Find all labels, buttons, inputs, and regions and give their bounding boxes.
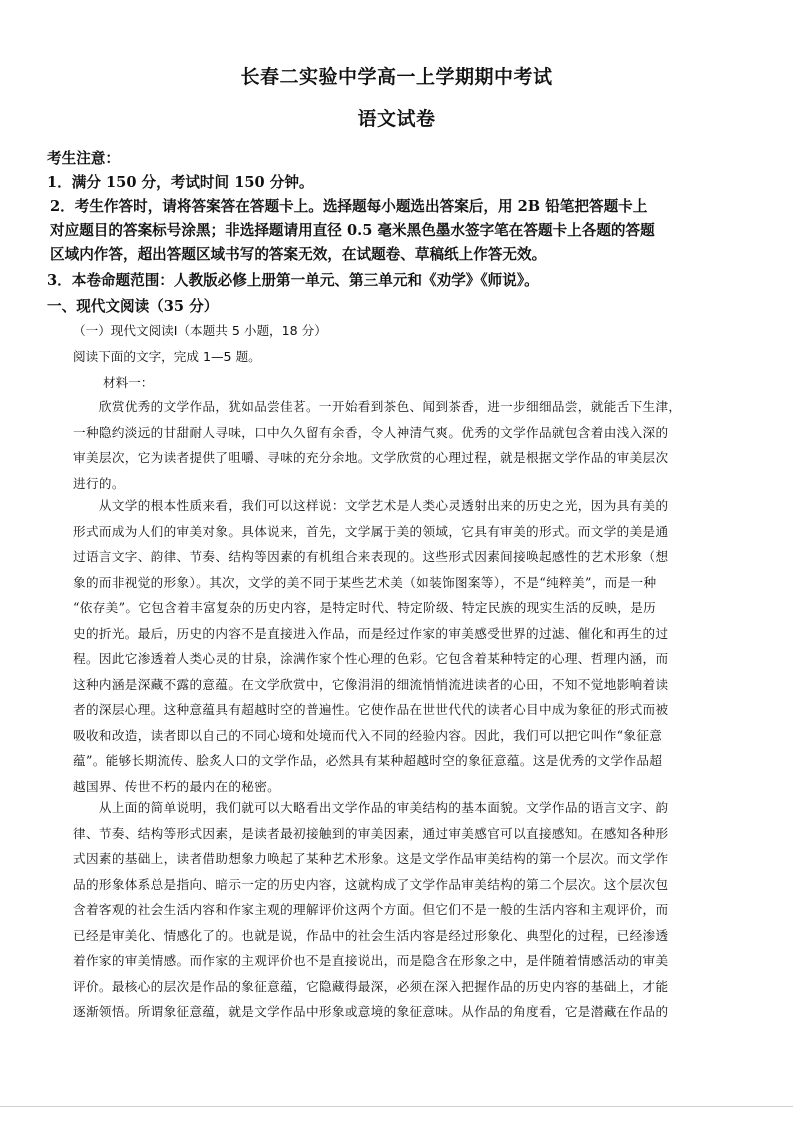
passage-line: 越国界、传世不朽的最内在的秘密。 bbox=[73, 778, 281, 794]
passage-line: 已经是审美化、情感化了的。也就是说，作品中的社会生活内容是经过形象化、典型化的过程，已经渗透 bbox=[73, 927, 669, 943]
notice-item-2-line: 区域内作答，超出答题区域书写的答案无效，在试题卷、草稿纸上作答无效。 bbox=[50, 246, 547, 263]
passage-line: 含着客观的社会生活内容和作家主观的理解评价这两个方面。但它们不是一般的生活内容和主观评价，而 bbox=[73, 902, 669, 917]
passage-line: 蕴”。能够长期流传、脍炙人口的文学作品，必然具有某种超越时空的象征意蕴。这是优秀的文学作品超 bbox=[73, 753, 663, 768]
passage-line: 着作家的审美情感。而作家的主观评价也不是直接说出，而是隐含在形象之中，是伴随着情感活动的审美 bbox=[73, 953, 669, 968]
passage-line: 吸收和改造，读者即以自己的不同心境和处境而代入不同的经验内容。因此，我们可以把它叫作“象征意 bbox=[73, 727, 663, 743]
exam-subtitle: 语文试卷 bbox=[357, 108, 436, 130]
passage-paragraph-1 bbox=[73, 394, 723, 496]
passage-line: 者的深层心理。这种意蕴具有超越时空的普遍性。它使作品在世世代代的读者心目中成为象征的形式而被 bbox=[73, 702, 669, 717]
passage-line: 这种内涵是深藏不露的意蕴。在文学欣赏中，它像涓涓的细流悄悄流进读者的心田，不知不觉地影响着读 bbox=[73, 676, 669, 692]
passage-line: 过语言文字、韵律、节奏、结构等因素的有机组合来表现的。这些形式因素间接唤起感性的艺术形象（想 bbox=[73, 549, 669, 564]
passage-line: 评价。最核心的层次是作品的象征意蕴，它隐藏得最深，必须在深入把握作品的历史内容的基础上，才能 bbox=[73, 978, 669, 994]
passage-line: 品的形象体系总是指向、暗示一定的历史内容，这就构成了文学作品审美结构的第二个层次。这个层次包 bbox=[73, 876, 669, 892]
exam-title: 长春二实验中学高一上学期期中考试 bbox=[240, 66, 553, 88]
section-title: 一、现代文阅读（35 分） bbox=[47, 298, 219, 315]
passage-paragraph-3 bbox=[73, 795, 723, 1025]
passage-line: 象的而非视觉的形象）。其次，文学的美不同于某些艺术美（如装饰图案等），不是“纯粹美”，而是一种 bbox=[73, 574, 657, 590]
page-bottom-divider bbox=[0, 1106, 793, 1107]
passage-line: “依存美”。它包含着丰富复杂的历史内容，是特定时代、特定阶级、特定民族的现实生活的反映，是历 bbox=[73, 600, 657, 615]
notice-item-3: 3．本卷命题范围：人教版必修上册第一单元、第三单元和《劝学》《师说》。 bbox=[47, 272, 539, 289]
reading-instruction: 阅读下面的文字，完成 1—5 题。 bbox=[73, 349, 261, 364]
passage-line: 一种隐约淡远的甘甜耐人寻味，口中久久留有余香，令人神清气爽。优秀的文学作品就包含着由浅入深的 bbox=[73, 424, 669, 440]
passage-line: 形式而成为人们的审美对象。具体说来，首先，文学属于美的领域，它具有审美的形式。而文学的美是通 bbox=[73, 523, 669, 539]
passage-line: 从上面的简单说明，我们就可以大略看出文学作品的审美结构的基本面貌。文学作品的语言文字、韵 bbox=[73, 800, 669, 815]
passage-line: 从文学的根本性质来看，我们可以这样说：文学艺术是人类心灵透射出来的历史之光，因为具有美的 bbox=[73, 498, 669, 513]
notice-item-2 bbox=[50, 195, 760, 267]
notice-item-1: 1．满分 150 分，考试时间 150 分钟。 bbox=[47, 174, 314, 191]
passage-paragraph-2 bbox=[73, 493, 723, 799]
passage-line: 律、节奏、结构等形式因素，是读者最初接触到的审美因素，通过审美感官可以直接感知。在感知各种形 bbox=[73, 825, 669, 841]
material-label: 材料一： bbox=[103, 375, 154, 390]
notice-item-2-line: 对应题目的答案标号涂黑；非选择题请用直径 0.5 毫米黑色墨水签字笔在答题卡上各题的答题 bbox=[50, 222, 655, 239]
passage-line: 程。因此它渗透着人类心灵的甘泉，涂满作家个性心理的色彩。它包含着某种特定的心理、哲理内涵，而 bbox=[73, 651, 669, 666]
passage-line: 审美层次，它为读者提供了咀嚼、寻味的充分余地。文学欣赏的心理过程，就是根据文学作品的审美层次 bbox=[73, 450, 669, 465]
passage-line: 史的折光。最后，历史的内容不是直接进入作品，而是经过作家的审美感受世界的过滤、催化和再生的过 bbox=[73, 625, 669, 641]
notice-heading: 考生注意： bbox=[47, 150, 120, 167]
notice-item-2-line: 2．考生作答时，请将答案答在答题卡上。选择题每小题选出答案后，用 2B 铅笔把答题卡上 bbox=[50, 198, 648, 215]
passage-line: 欣赏优秀的文学作品，犹如品尝佳茗。一开始看到茶色、闻到茶香，进一步细细品尝，就能舌下生津， bbox=[73, 399, 682, 414]
passage-line: 进行的。 bbox=[73, 475, 125, 491]
subsection-title: （一）现代文阅读Ⅰ（本题共 5 小题，18 分） bbox=[73, 323, 327, 338]
passage-line: 逐渐领悟。所谓象征意蕴，就是文学作品中形象或意境的象征意味。从作品的角度看，它是潜藏在作品的 bbox=[73, 1004, 669, 1019]
passage-line: 式因素的基础上，读者借助想象力唤起了某种艺术形象。这是文学作品审美结构的第一个层次。而文学作 bbox=[73, 851, 669, 866]
